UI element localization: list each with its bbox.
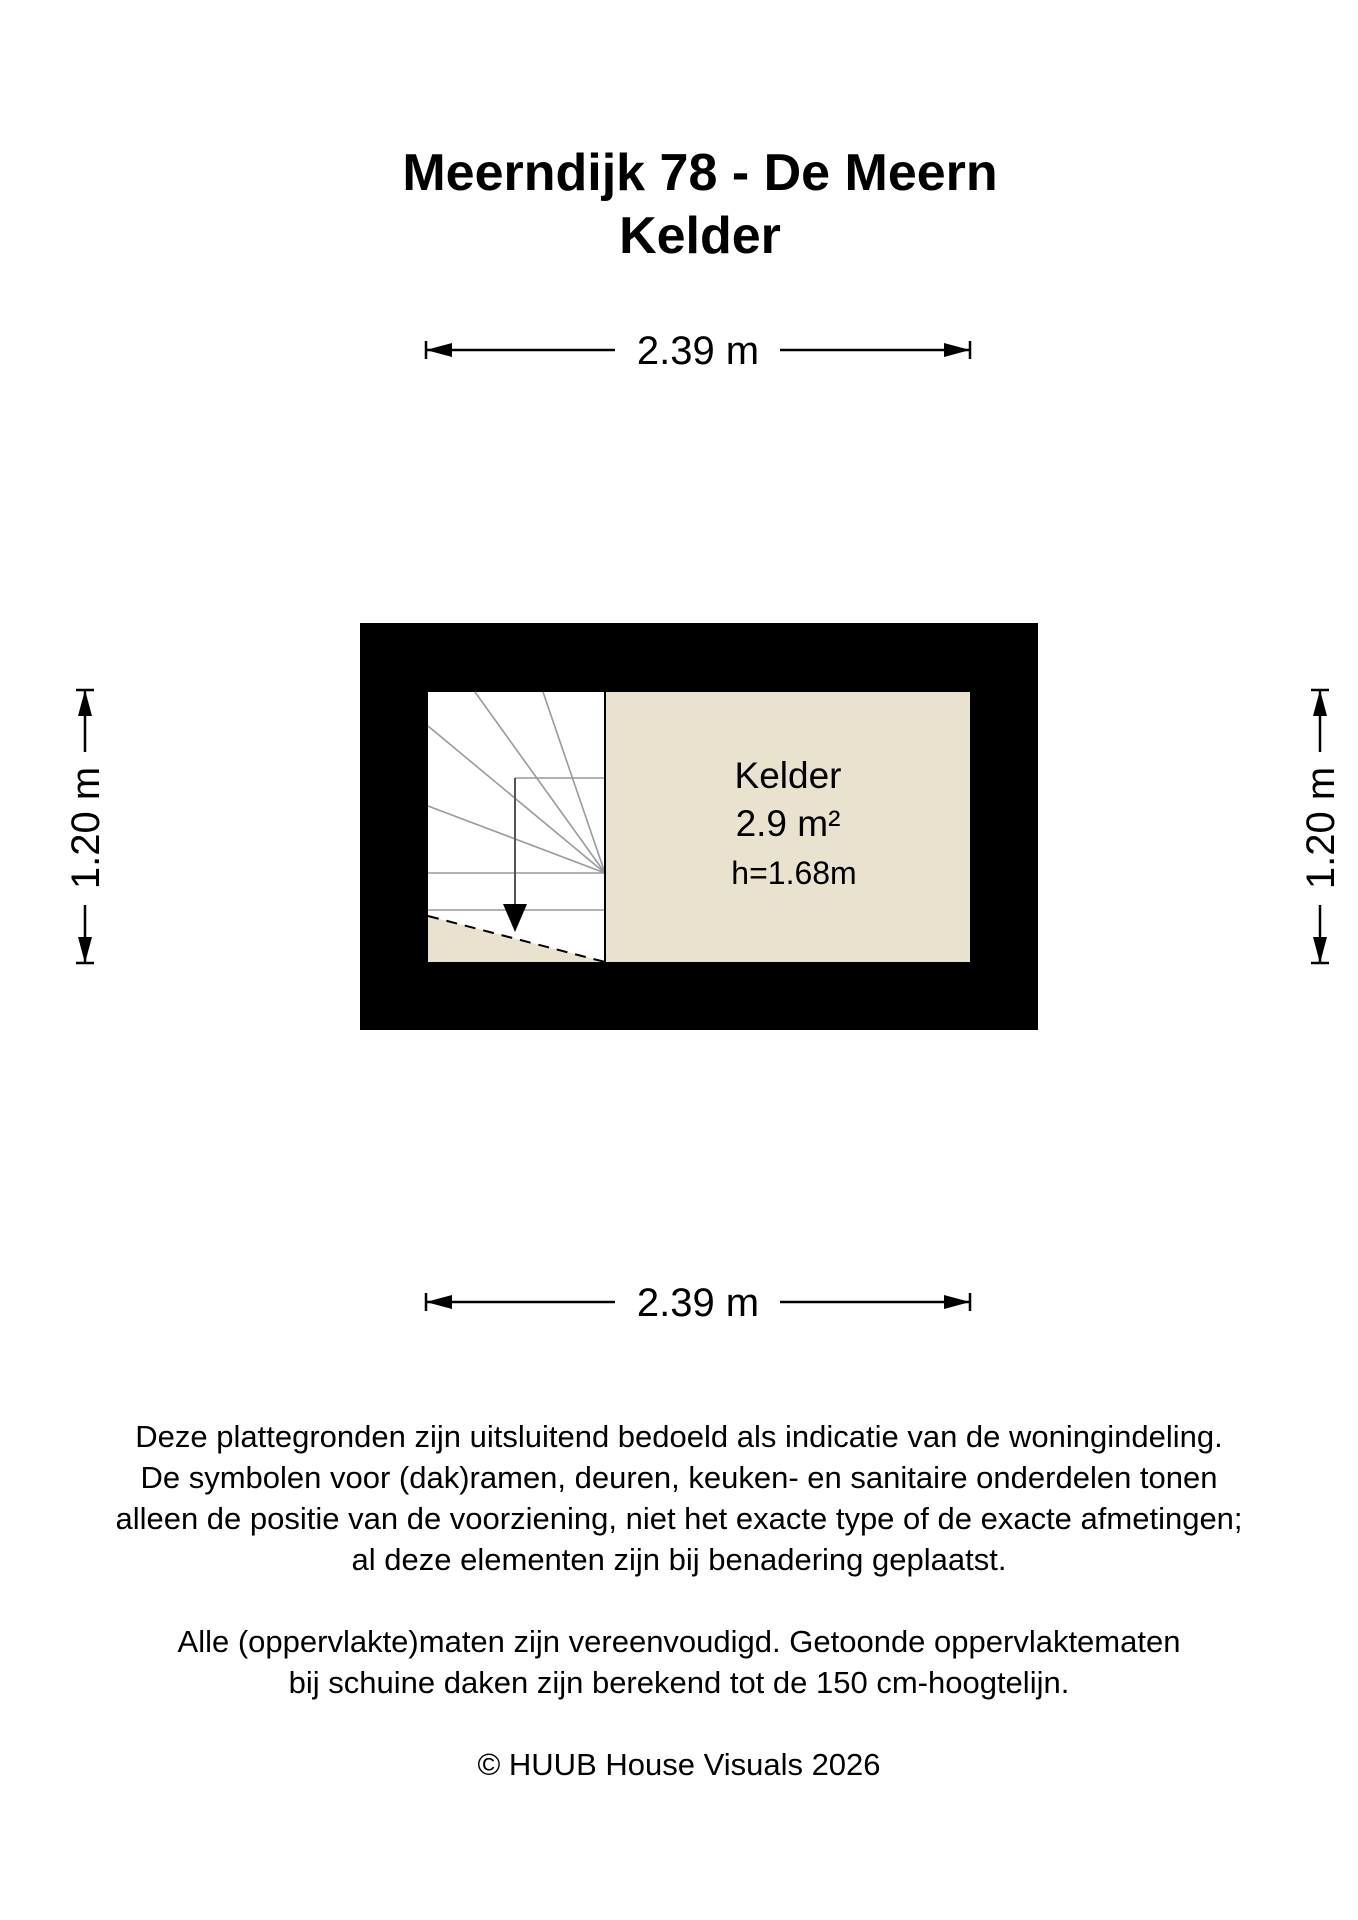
disclaimer-paragraph-1 <box>0 1416 1358 1580</box>
left-dimension-label: 1.20 m <box>64 766 108 890</box>
staircase <box>428 692 605 962</box>
disclaimer-line: al deze elementen zijn bij benadering geplaatst. <box>351 1542 1007 1577</box>
arrow-left-icon <box>426 343 452 357</box>
room-area: 2.9 m² <box>735 803 841 844</box>
copyright-notice: © HUUB House Visuals 2026 <box>477 1747 881 1782</box>
left-dimension <box>64 690 108 963</box>
bottom-dimension-label: 2.39 m <box>636 1281 760 1325</box>
arrow-right-icon <box>944 343 970 357</box>
right-dimension <box>1299 690 1343 963</box>
arrow-down-icon <box>78 937 92 963</box>
arrow-left-icon <box>426 1295 452 1309</box>
room-height: h=1.68m <box>731 855 857 891</box>
disclaimer-line: Alle (oppervlakte)maten zijn vereenvoudigd. Getoonde oppervlaktematen <box>177 1624 1181 1659</box>
arrow-right-icon <box>944 1295 970 1309</box>
arrow-down-icon <box>1313 937 1327 963</box>
top-dimension-label: 2.39 m <box>636 329 760 373</box>
page-title: Meerndijk 78 - De Meern <box>402 144 998 202</box>
bottom-dimension <box>426 1281 970 1325</box>
arrow-up-icon <box>1313 690 1327 716</box>
top-dimension <box>426 329 970 373</box>
disclaimer-paragraph-2 <box>0 1621 1358 1703</box>
floor-title: Kelder <box>619 207 781 265</box>
right-dimension-label: 1.20 m <box>1299 766 1343 890</box>
disclaimer-line: alleen de positie van de voorziening, niet het exacte type of de exacte afmetingen; <box>115 1501 1243 1536</box>
arrow-up-icon <box>78 690 92 716</box>
disclaimer-line: De symbolen voor (dak)ramen, deuren, keuken- en sanitaire onderdelen tonen <box>140 1460 1218 1495</box>
room-name: Kelder <box>734 755 842 796</box>
disclaimer-line: Deze plattegronden zijn uitsluitend bedoeld als indicatie van de woningindeling. <box>135 1419 1223 1454</box>
disclaimer-line: bij schuine daken zijn berekend tot de 150 cm-hoogtelijn. <box>288 1665 1070 1700</box>
